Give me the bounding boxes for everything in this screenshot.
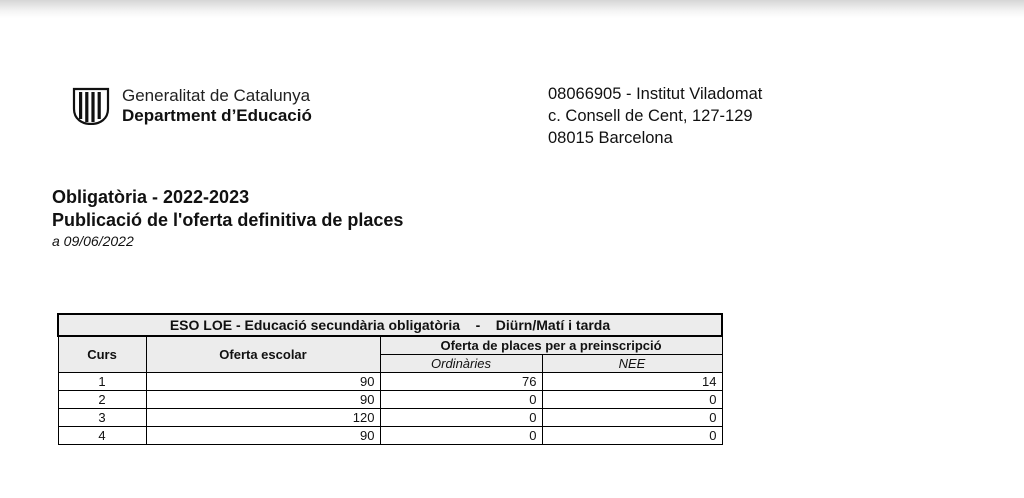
table-title: ESO LOE - Educació secundària obligatòria - Diürn/Matí i tarda xyxy=(58,314,722,336)
school-street: c. Consell de Cent, 127-129 xyxy=(548,107,753,125)
cell-nee: 0 xyxy=(542,409,722,427)
header-oferta-preinscripcio: Oferta de places per a preinscripció xyxy=(380,336,722,355)
window-top-shadow xyxy=(0,0,1024,18)
cell-oferta: 90 xyxy=(146,391,380,409)
cell-ordinaries: 0 xyxy=(380,427,542,445)
cell-curs: 1 xyxy=(58,373,146,391)
cell-oferta: 120 xyxy=(146,409,380,427)
cell-ordinaries: 76 xyxy=(380,373,542,391)
header-oferta-escolar: Oferta escolar xyxy=(146,336,380,373)
cell-oferta: 90 xyxy=(146,373,380,391)
generalitat-emblem-icon xyxy=(72,87,110,125)
cell-curs: 4 xyxy=(58,427,146,445)
document-title: Obligatòria - 2022-2023 xyxy=(52,187,250,207)
generalitat-logo xyxy=(72,86,312,126)
table-row xyxy=(58,409,722,427)
document-subtitle: Publicació de l'oferta definitiva de places xyxy=(52,210,404,230)
cell-nee: 0 xyxy=(542,391,722,409)
table-row xyxy=(58,373,722,391)
cell-ordinaries: 0 xyxy=(380,391,542,409)
header-ordinaries: Ordinàries xyxy=(380,355,542,373)
cell-curs: 3 xyxy=(58,409,146,427)
school-city: 08015 Barcelona xyxy=(548,129,673,147)
cell-oferta: 90 xyxy=(146,427,380,445)
table-row xyxy=(58,427,722,445)
header-nee: NEE xyxy=(542,355,722,373)
header-curs: Curs xyxy=(58,336,146,373)
cell-nee: 14 xyxy=(542,373,722,391)
department-name: Department d’Educació xyxy=(122,106,312,125)
school-name: 08066905 - Institut Viladomat xyxy=(548,85,763,103)
places-offer-table xyxy=(57,313,723,445)
document-date: a 09/06/2022 xyxy=(52,233,134,249)
org-name: Generalitat de Catalunya xyxy=(122,86,311,105)
cell-nee: 0 xyxy=(542,427,722,445)
table-row xyxy=(58,391,722,409)
document-heading xyxy=(52,186,403,251)
cell-curs: 2 xyxy=(58,391,146,409)
cell-ordinaries: 0 xyxy=(380,409,542,427)
school-address-block xyxy=(548,83,762,149)
